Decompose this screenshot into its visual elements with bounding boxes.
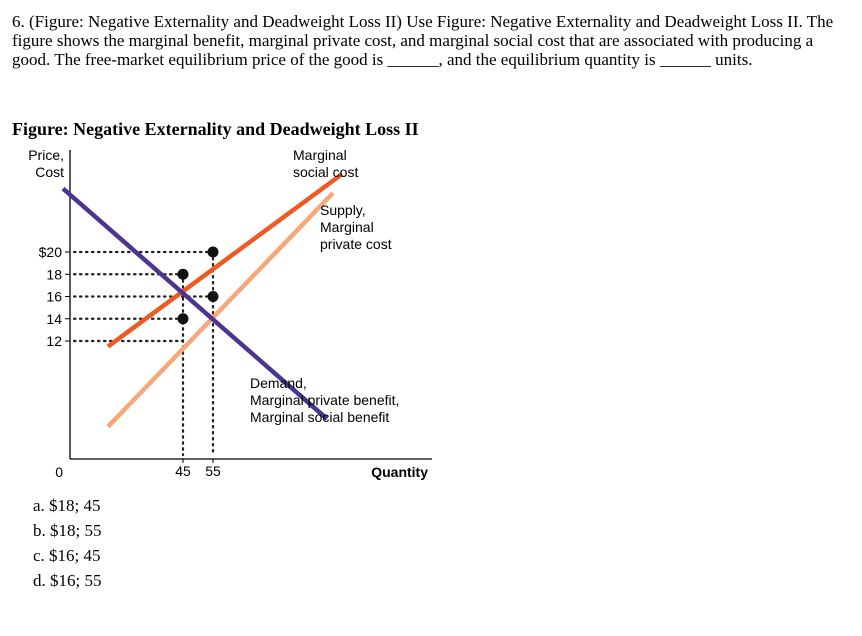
y-axis-label-line1: Price, [28,147,64,163]
msc-label-line2: social cost [293,164,359,180]
demand-label-line2: Marginal private benefit, [250,392,400,408]
y-tick-label: 18 [46,266,62,283]
equilibrium-point [178,313,189,324]
x-tick-label: 45 [175,463,191,479]
demand-label-line3: Marginal social benefit [250,409,390,425]
mpc-label [320,202,392,252]
mpc-label-line2: Marginal [320,219,374,235]
question-text: 6. (Figure: Negative Externality and Deadweight Loss II) Use Figure: Negative Externality and Deadweight Loss II. The figure shows the marginal benefit, marginal private cost, and marginal social cost that are associated with producing a good. The free-market equilibrium price of the good is ______, and the equilibrium quantity is ______ units. [12,12,834,69]
mpc-label-line1: Supply, [320,202,366,218]
equilibrium-point [208,247,219,258]
equilibrium-point [178,269,189,280]
choice-a[interactable]: a. $18; 45 [33,496,101,515]
demand-label-line1: Demand, [250,375,307,391]
x-axis-label: Quantity [371,464,428,480]
msc-label-line1: Marginal [293,147,347,163]
y-tick-label: $20 [38,244,62,260]
demand-label [250,375,399,425]
answer-choices [33,493,101,593]
choice-d[interactable]: d. $16; 55 [33,571,102,590]
y-tick-label: 12 [46,333,62,349]
msc-label [293,147,358,180]
choice-b[interactable]: b. $18; 55 [33,521,102,540]
figure-title: Figure: Negative Externality and Deadweight Loss II [12,119,419,139]
choice-c[interactable]: c. $16; 45 [33,546,101,565]
x-tick-label: 55 [205,463,221,479]
equilibrium-point [208,291,219,302]
y-tick-label: 14 [46,310,62,327]
y-tick-label: 16 [46,288,62,305]
y-axis-label-line2: Cost [35,164,64,180]
origin-label: 0 [55,464,63,480]
mpc-label-line3: private cost [320,236,392,252]
